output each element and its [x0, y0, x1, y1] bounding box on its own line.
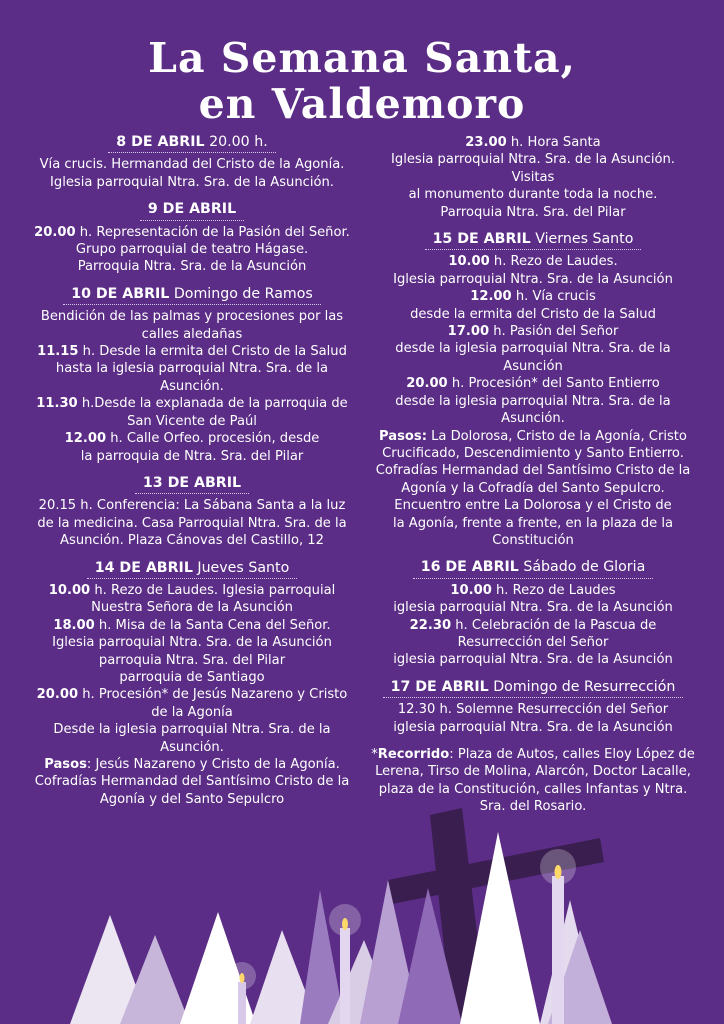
line-text: parroquia de Santiago — [119, 669, 265, 685]
line-text: Sra. del Rosario. — [479, 799, 587, 815]
time-label: 17.00 — [447, 324, 490, 340]
schedule-line — [368, 151, 698, 186]
schedule-section — [22, 134, 362, 191]
line-text: al monumento durante toda la noche. — [408, 187, 658, 203]
line-text: 20.15 h. Conferencia: La Sábana Santa a la luz — [38, 498, 346, 514]
line-text: h. Pasión del Señor — [489, 324, 619, 340]
section-heading — [140, 201, 244, 220]
line-text: h. Misa de la Santa Cena del Señor. — [94, 617, 331, 633]
section-date: 8 DE ABRIL — [116, 134, 205, 150]
schedule-line — [368, 358, 698, 375]
section-date: 9 DE ABRIL — [147, 201, 237, 218]
section-heading — [383, 679, 684, 698]
schedule-line — [22, 241, 362, 258]
time-label: 11.15 — [37, 344, 79, 360]
schedule-section — [368, 679, 698, 736]
schedule-line — [22, 156, 362, 173]
schedule-line — [22, 634, 362, 651]
line-text: plaza de la Constitución, calles Infantas y Ntra. — [378, 781, 688, 797]
schedule-line — [22, 308, 362, 325]
time-label: 20.00 — [34, 224, 76, 240]
line-text: : Jesús Nazareno y Cristo de la Agonía. — [86, 757, 340, 772]
line-text: h. Rezo de Laudes. Iglesia parroquial — [90, 582, 336, 598]
schedule-line — [368, 462, 698, 479]
schedule-line — [22, 497, 362, 514]
schedule-line — [368, 651, 698, 668]
line-text: Parroquia Ntra. Sra. de la Asunción — [77, 259, 307, 275]
schedule-line — [22, 704, 362, 721]
section-subtitle: 20.00 h. — [204, 134, 268, 150]
line-text: Cofradías Hermandad del Santísimo Cristo de la — [375, 463, 691, 479]
line-text: calles aledañas — [141, 326, 243, 342]
section-subtitle: Jueves Santo — [192, 559, 290, 576]
time-label: Pasos: — [379, 428, 427, 444]
section-date: 15 DE ABRIL — [432, 231, 531, 248]
line-text: h. Vía crucis — [511, 289, 596, 305]
section-date: 16 DE ABRIL — [420, 559, 519, 576]
schedule-section — [22, 560, 362, 809]
section-heading — [425, 231, 642, 250]
schedule-line — [22, 756, 362, 773]
section-subtitle: Domingo de Resurrección — [488, 678, 676, 695]
section-date: 10 DE ABRIL — [71, 285, 170, 302]
schedule-line — [368, 393, 698, 410]
schedule-line — [368, 288, 698, 305]
line-text: h. Rezo de Laudes. — [489, 254, 618, 270]
line-text: Nuestra Señora de la Asunción — [91, 600, 293, 616]
line-text: Agonía y del Santo Sepulcro — [99, 791, 285, 807]
schedule-line — [368, 582, 698, 599]
line-text: h. Rezo de Laudes — [491, 582, 616, 598]
line-text: Lerena, Tirso de Molina, Alarcón, Doctor Lacalle, — [375, 764, 691, 780]
schedule-line — [368, 480, 698, 497]
schedule-section — [368, 231, 698, 549]
line-text: h. Celebración de la Pascua de — [451, 617, 657, 633]
left-column — [22, 134, 362, 808]
schedule-line — [22, 669, 362, 686]
line-text: parroquia Ntra. Sra. del Pilar — [98, 652, 286, 668]
section-date: 14 DE ABRIL — [94, 559, 193, 576]
line-text: h. Desde la ermita del Cristo de la Salud — [78, 344, 347, 360]
schedule-line — [368, 445, 698, 462]
time-label: 10.00 — [48, 582, 91, 598]
section-heading — [413, 559, 654, 578]
line-text: Asunción. — [501, 411, 565, 427]
line-text: hasta la iglesia parroquial Ntra. Sra. de la — [55, 361, 329, 377]
schedule-line — [22, 721, 362, 738]
schedule-line — [22, 224, 362, 241]
schedule-section — [22, 286, 362, 465]
schedule-line — [22, 395, 362, 412]
schedule-line — [368, 497, 698, 514]
schedule-line — [22, 582, 362, 599]
schedule-section — [368, 559, 698, 668]
schedule-line — [368, 134, 698, 151]
schedule-section — [22, 201, 362, 276]
schedule-line — [368, 634, 698, 651]
schedule-line — [368, 746, 698, 763]
schedule-line — [22, 258, 362, 275]
section-heading — [108, 134, 275, 153]
line-text: h.Desde la explanada de la parroquia de — [77, 396, 348, 412]
line-text: h. Procesión* de Jesús Nazareno y Cristo — [78, 687, 348, 703]
schedule-line — [368, 323, 698, 340]
line-text: h. Representación de la Pasión del Señor. — [75, 224, 350, 240]
line-text: Constitución — [492, 532, 574, 548]
schedule-line — [368, 719, 698, 736]
schedule-section — [22, 475, 362, 550]
schedule-line — [22, 378, 362, 395]
section-heading — [135, 475, 249, 494]
schedule-line — [22, 413, 362, 430]
schedule-line — [22, 515, 362, 532]
schedule-line — [22, 343, 362, 360]
schedule-line — [368, 340, 698, 357]
time-label: 20.00 — [406, 376, 448, 392]
line-text: Encuentro entre La Dolorosa y el Cristo de — [394, 498, 672, 514]
page-title-line-1: La Semana Santa, — [148, 34, 576, 82]
time-label: 10.00 — [448, 254, 490, 270]
schedule-line — [368, 701, 698, 718]
schedule-line — [368, 410, 698, 427]
schedule-line — [22, 599, 362, 616]
section-subtitle: Domingo de Ramos — [169, 285, 313, 302]
time-label: 10.00 — [450, 582, 492, 598]
schedule-line — [368, 798, 698, 815]
schedule-line — [368, 599, 698, 616]
time-label: 18.00 — [53, 617, 95, 633]
page-title-line-2: en Valdemoro — [198, 80, 526, 128]
time-label: 22.30 — [409, 617, 452, 633]
schedule-line — [368, 617, 698, 634]
time-label: 11.30 — [36, 396, 78, 412]
line-text: la parroquia de Ntra. Sra. del Pilar — [80, 448, 304, 464]
line-text: Parroquia Ntra. Sra. del Pilar — [440, 204, 626, 220]
schedule-line — [368, 515, 698, 532]
line-text: Iglesia parroquial Ntra. Sra. de la Asunción. — [50, 174, 334, 190]
line-text: Bendición de las palmas y procesiones por las — [40, 309, 344, 325]
line-text: Desde la iglesia parroquial Ntra. Sra. de la — [53, 722, 331, 738]
schedule-line — [22, 686, 362, 703]
schedule-line — [368, 781, 698, 798]
line-text: de la medicina. Casa Parroquial Ntra. Sra. de la — [37, 515, 347, 531]
time-label: 23.00 — [465, 135, 507, 150]
schedule-line — [22, 617, 362, 634]
schedule-line — [368, 532, 698, 549]
schedule-line — [368, 306, 698, 323]
line-text: San Vicente de Paúl — [127, 413, 257, 429]
schedule-line — [22, 448, 362, 465]
schedule-section — [368, 746, 698, 816]
line-text: Asunción. Plaza Cánovas del Castillo, 12 — [60, 533, 324, 549]
section-subtitle: Viernes Santo — [530, 231, 634, 248]
schedule-line — [368, 428, 698, 445]
section-heading — [87, 560, 298, 579]
section-date: 13 DE ABRIL — [142, 474, 242, 491]
line-text: iglesia parroquial Ntra. Sra. de la Asunción — [393, 719, 673, 735]
schedule-line — [22, 326, 362, 343]
line-text: * — [371, 747, 378, 762]
schedule-line — [368, 763, 698, 780]
line-text: Asunción. — [160, 378, 224, 394]
schedule-line — [22, 360, 362, 377]
line-text: Asunción. — [160, 739, 224, 755]
line-text: Iglesia parroquial Ntra. Sra. de la Asunción. Visitas — [391, 152, 675, 185]
schedule-line — [22, 174, 362, 191]
schedule-section — [368, 134, 698, 221]
schedule-line — [22, 532, 362, 549]
line-text: Iglesia parroquial Ntra. Sra. de la Asunción — [393, 271, 673, 287]
line-text: la Agonía, frente a frente, en la plaza de la — [392, 515, 674, 531]
line-text: desde la iglesia parroquial Ntra. Sra. de la — [395, 393, 671, 409]
schedule-line — [22, 652, 362, 669]
line-text: La Dolorosa, Cristo de la Agonía, Cristo — [426, 428, 687, 444]
line-text: Vía crucis. Hermandad del Cristo de la Agonía. — [39, 157, 345, 173]
time-label: 12.00 — [64, 431, 107, 447]
line-text: h. Hora Santa — [506, 135, 601, 150]
line-text: 12.30 h. Solemne Resurrección del Señor — [397, 702, 669, 718]
schedule-line — [368, 375, 698, 392]
line-text: h. Procesión* del Santo Entierro — [447, 376, 660, 392]
line-text: Cofradías Hermandad del Santísimo Cristo de la — [34, 774, 350, 790]
section-date: 17 DE ABRIL — [390, 678, 489, 695]
time-label: 12.00 — [470, 289, 512, 305]
schedule-line — [22, 791, 362, 808]
line-text: Resurrección del Señor — [457, 634, 609, 650]
line-text: iglesia parroquial Ntra. Sra. de la Asunción — [393, 652, 673, 668]
schedule-line — [368, 253, 698, 270]
schedule-line — [368, 271, 698, 288]
schedule-line — [22, 430, 362, 447]
time-label: Pasos — [44, 757, 87, 772]
schedule-line — [22, 739, 362, 756]
line-text: Asunción — [503, 358, 563, 374]
line-text: de la Agonía — [151, 704, 233, 720]
line-text: desde la iglesia parroquial Ntra. Sra. de la — [395, 341, 671, 357]
schedule-line — [368, 204, 698, 221]
time-label: Recorrido — [377, 747, 450, 762]
time-label: 20.00 — [36, 687, 79, 703]
line-text: iglesia parroquial Ntra. Sra. de la Asunción — [393, 600, 673, 616]
line-text: desde la ermita del Cristo de la Salud — [410, 306, 656, 322]
right-column — [368, 134, 698, 816]
section-subtitle: Sábado de Gloria — [518, 559, 646, 576]
section-heading — [63, 286, 321, 305]
line-text: Grupo parroquial de teatro Hágase. — [75, 242, 309, 258]
schedule-line — [368, 186, 698, 203]
line-text: Crucificado, Descendimiento y Santo Entierro. — [382, 445, 684, 461]
line-text: Iglesia parroquial Ntra. Sra. de la Asunción — [52, 635, 332, 651]
line-text: h. Calle Orfeo. procesión, desde — [106, 431, 320, 447]
schedule-line — [22, 773, 362, 790]
line-text: : Plaza de Autos, calles Eloy López de — [449, 747, 695, 762]
line-text: Agonía y la Cofradía del Santo Sepulcro. — [401, 480, 665, 496]
